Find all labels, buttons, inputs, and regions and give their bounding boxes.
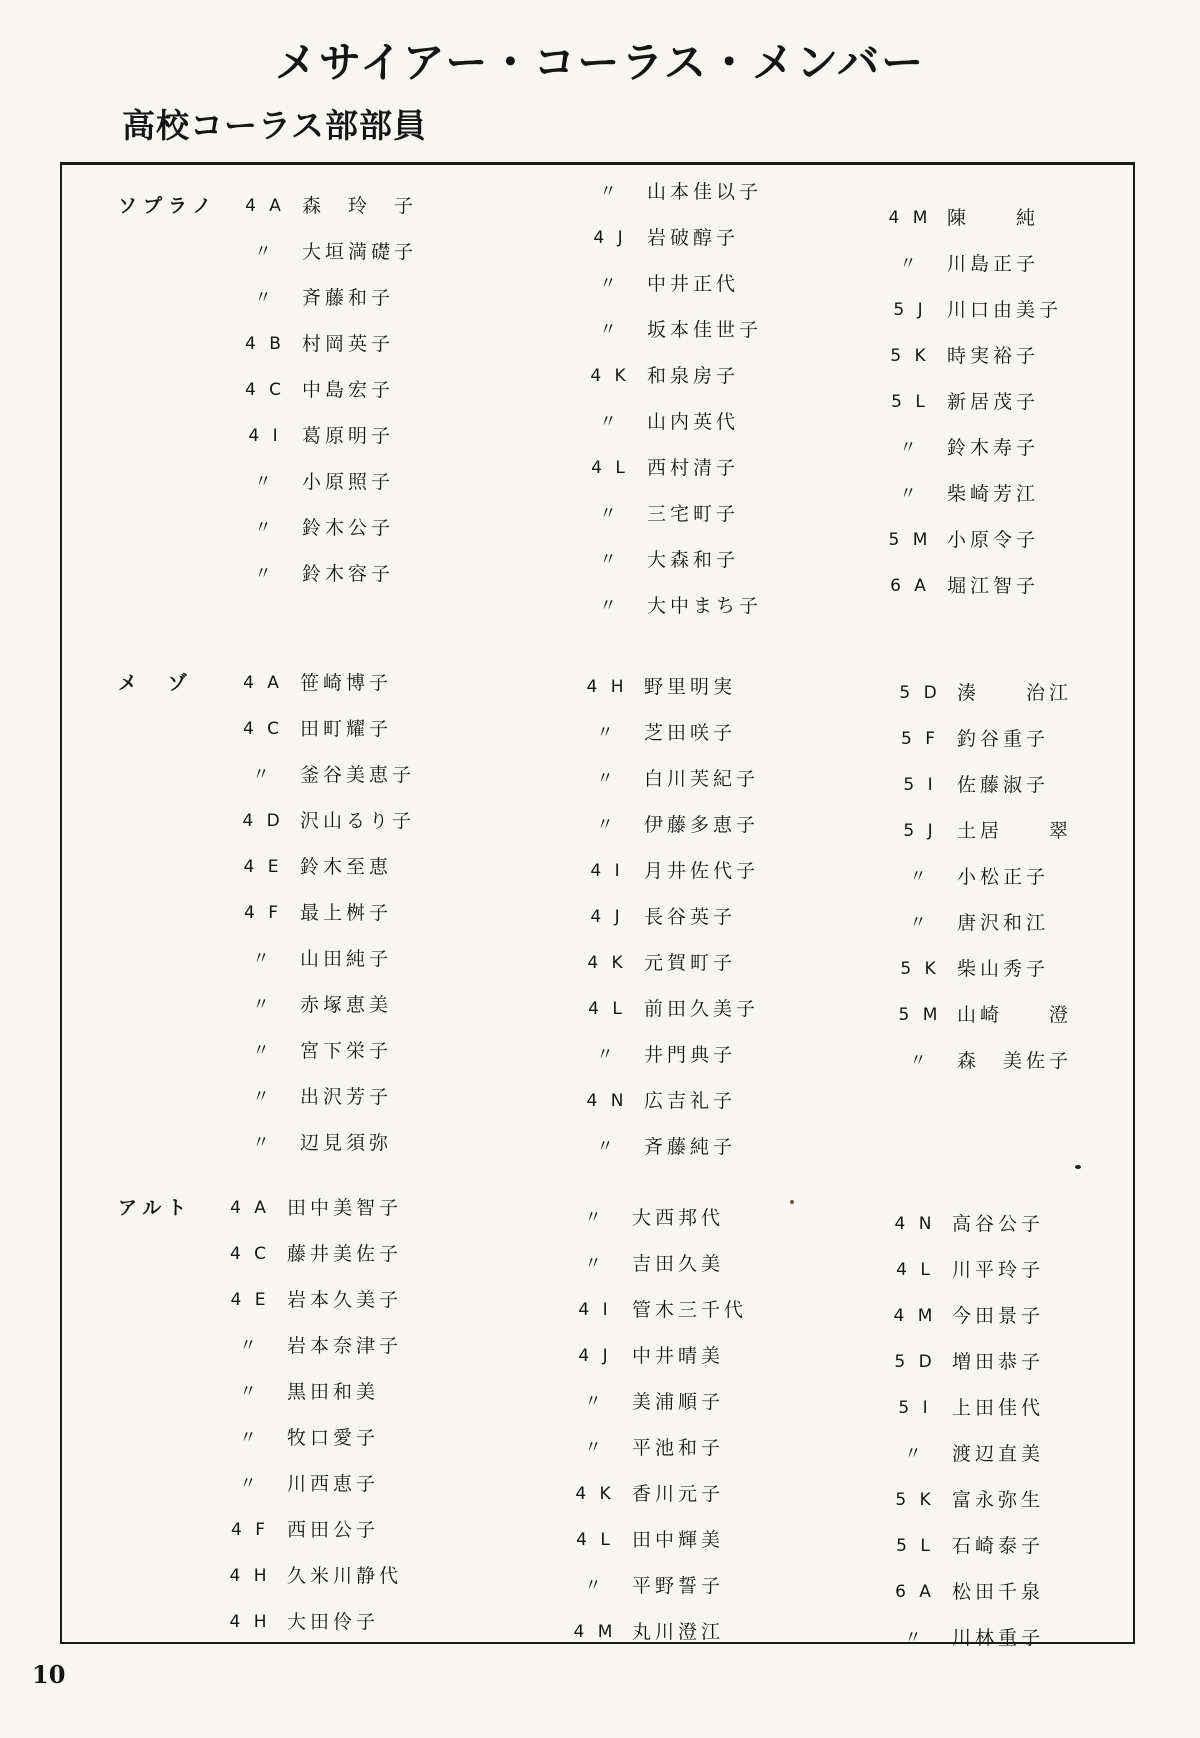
member-name: 藤井美佐子: [287, 1243, 403, 1265]
class-code: 4 H: [229, 1566, 271, 1586]
class-code: 5 K: [895, 1490, 935, 1510]
class-code: 4 N: [894, 1214, 936, 1234]
member-name: 鈴木容子: [302, 563, 395, 585]
class-code: 〃: [584, 1576, 606, 1596]
member-name: 坂本佳世子: [647, 319, 763, 341]
class-code: 4 C: [242, 719, 284, 739]
member-name: 大西邦代: [632, 1207, 725, 1229]
member-name: 中井晴美: [632, 1345, 725, 1367]
class-code: 〃: [252, 949, 274, 969]
class-code: 6 A: [890, 576, 930, 596]
class-code: 4 H: [586, 677, 628, 697]
member-name: 石崎泰子: [952, 1535, 1045, 1557]
class-code: 4 E: [230, 1290, 270, 1310]
class-code: 4 A: [245, 196, 285, 216]
member-name: 宮下栄子: [300, 1040, 393, 1062]
member-name: 辺見須弥: [300, 1132, 393, 1154]
class-code: 〃: [254, 288, 276, 308]
member-name: 元賀町子: [644, 952, 737, 974]
member-name: 西田公子: [287, 1519, 380, 1541]
member-name: 川林重子: [952, 1627, 1045, 1649]
class-code: 4 M: [888, 208, 932, 228]
class-code: 5 D: [899, 683, 941, 703]
member-name: 湊 治江: [957, 682, 1073, 704]
member-name: 香川元子: [632, 1483, 725, 1505]
member-name: 山本佳以子: [647, 181, 763, 203]
class-code: 4 J: [578, 1346, 612, 1366]
member-name: 大田伶子: [287, 1611, 380, 1633]
class-code: 〃: [584, 1208, 606, 1228]
class-code: 4 A: [230, 1198, 270, 1218]
class-code: 〃: [909, 1051, 931, 1071]
member-name: 川口由美子: [947, 299, 1063, 321]
member-name: 大森和子: [647, 549, 740, 571]
member-name: 芝田咲子: [644, 722, 737, 744]
class-code: 4 C: [244, 380, 286, 400]
member-name: 岩本久美子: [287, 1289, 403, 1311]
member-name: 斉藤和子: [302, 287, 395, 309]
class-code: 4 F: [244, 903, 282, 923]
member-name: 川西恵子: [287, 1473, 380, 1495]
member-name: 川平玲子: [952, 1259, 1045, 1281]
class-code: 5 J: [893, 300, 927, 320]
member-name: 西村清子: [647, 457, 740, 479]
class-code: 4 J: [590, 907, 624, 927]
member-name: 赤塚恵美: [300, 994, 393, 1016]
member-name: 村岡英子: [302, 333, 395, 355]
class-code: 〃: [904, 1444, 926, 1464]
class-code: 4 E: [243, 857, 283, 877]
member-name: 伊藤多恵子: [644, 814, 760, 836]
member-name: 平池和子: [632, 1437, 725, 1459]
class-code: 〃: [584, 1254, 606, 1274]
member-name: 今田景子: [952, 1305, 1045, 1327]
class-code: 〃: [252, 765, 274, 785]
member-name: 柴山秀子: [957, 958, 1050, 980]
member-name: 柴崎芳江: [947, 483, 1040, 505]
member-name: 小松正子: [957, 866, 1050, 888]
class-code: 5 D: [894, 1352, 936, 1372]
section-label: アルト: [118, 1197, 193, 1219]
class-code: 5 K: [890, 346, 930, 366]
member-name: 出沢芳子: [300, 1086, 393, 1108]
member-name: 鈴木至恵: [300, 856, 393, 878]
class-code: 5 M: [898, 1005, 942, 1025]
class-code: 〃: [596, 1137, 618, 1157]
member-name: 釜谷美恵子: [300, 764, 416, 786]
member-name: 土居 翠: [957, 820, 1073, 842]
member-name: 小原照子: [302, 471, 395, 493]
class-code: 〃: [239, 1474, 261, 1494]
class-code: 〃: [599, 550, 621, 570]
member-name: 田中美智子: [287, 1197, 403, 1219]
class-code: 〃: [254, 242, 276, 262]
class-code: 〃: [239, 1336, 261, 1356]
member-name: 田町耀子: [300, 718, 393, 740]
member-name: 前田久美子: [644, 998, 760, 1020]
member-name: 森 玲 子: [302, 195, 418, 217]
class-code: 4 A: [243, 673, 283, 693]
member-name: 野里明実: [644, 676, 737, 698]
member-name: 上田佳代: [952, 1397, 1045, 1419]
class-code: 4 I: [578, 1300, 612, 1320]
member-name: 広吉礼子: [644, 1090, 737, 1112]
member-name: 小原令子: [947, 529, 1040, 551]
class-code: 〃: [584, 1438, 606, 1458]
member-name: 笹崎博子: [300, 672, 393, 694]
member-name: 松田千泉: [952, 1581, 1045, 1603]
member-name: 沢山るり子: [300, 810, 416, 832]
member-name: 大中まち子: [647, 595, 763, 617]
member-name: 白川芙紀子: [644, 768, 760, 790]
class-code: 〃: [596, 1045, 618, 1065]
class-code: 5 I: [898, 1398, 932, 1418]
class-code: 4 K: [575, 1484, 615, 1504]
class-code: 〃: [599, 182, 621, 202]
class-code: 4 M: [893, 1306, 937, 1326]
class-code: 5 K: [900, 959, 940, 979]
member-name: 月井佐代子: [644, 860, 760, 882]
class-code: 〃: [599, 274, 621, 294]
class-code: 〃: [909, 913, 931, 933]
member-name: 黒田和美: [287, 1381, 380, 1403]
member-name: 富永弥生: [952, 1489, 1045, 1511]
class-code: 〃: [596, 769, 618, 789]
class-code: 〃: [904, 1628, 926, 1648]
member-name: 大垣満礎子: [302, 241, 418, 263]
member-name: 岩破醇子: [647, 227, 740, 249]
member-name: 管木三千代: [632, 1299, 748, 1321]
class-code: 4 I: [590, 861, 624, 881]
class-code: 4 I: [248, 426, 282, 446]
class-code: 〃: [899, 484, 921, 504]
member-name: 唐沢和江: [957, 912, 1050, 934]
class-code: 6 A: [895, 1582, 935, 1602]
section-label: ソプラノ: [118, 195, 218, 217]
class-code: 〃: [899, 438, 921, 458]
member-name: 佐藤淑子: [957, 774, 1050, 796]
member-name: 中島宏子: [302, 379, 395, 401]
member-name: 平野誓子: [632, 1575, 725, 1597]
member-name: 山田純子: [300, 948, 393, 970]
class-code: 4 L: [576, 1530, 614, 1550]
class-code: 5 I: [903, 775, 937, 795]
class-code: 5 L: [896, 1536, 934, 1556]
page-subtitle: 高校コーラス部部員: [122, 106, 428, 145]
member-name: 三宅町子: [647, 503, 740, 525]
class-code: 4 B: [245, 334, 285, 354]
class-code: 〃: [239, 1428, 261, 1448]
class-code: 〃: [254, 564, 276, 584]
class-code: 〃: [596, 815, 618, 835]
class-code: 〃: [599, 596, 621, 616]
class-code: 〃: [239, 1382, 261, 1402]
class-code: 〃: [252, 1087, 274, 1107]
member-name: 斉藤純子: [644, 1136, 737, 1158]
class-code: 4 J: [593, 228, 627, 248]
class-code: 〃: [909, 867, 931, 887]
section-label: メ ゾ: [118, 672, 194, 694]
paper-speck: [1075, 1165, 1081, 1169]
class-code: 5 J: [903, 821, 937, 841]
class-code: 〃: [252, 1041, 274, 1061]
member-name: 釣谷重子: [957, 728, 1050, 750]
class-code: 5 F: [901, 729, 939, 749]
member-name: 久米川静代: [287, 1565, 403, 1587]
member-name: 美浦順子: [632, 1391, 725, 1413]
member-name: 増田恭子: [952, 1351, 1045, 1373]
class-code: 〃: [254, 518, 276, 538]
member-name: 高谷公子: [952, 1213, 1045, 1235]
page-number: 10: [32, 1660, 66, 1689]
member-name: 山崎 澄: [957, 1004, 1073, 1026]
member-name: 井門典子: [644, 1044, 737, 1066]
class-code: 4 M: [573, 1622, 617, 1642]
member-name: 牧口愛子: [287, 1427, 380, 1449]
class-code: 4 L: [896, 1260, 934, 1280]
class-code: 4 K: [587, 953, 627, 973]
class-code: 5 L: [891, 392, 929, 412]
class-code: 4 H: [229, 1612, 271, 1632]
class-code: 〃: [596, 723, 618, 743]
class-code: 〃: [252, 1133, 274, 1153]
member-name: 岩本奈津子: [287, 1335, 403, 1357]
member-name: 和泉房子: [647, 365, 740, 387]
class-code: 4 N: [586, 1091, 628, 1111]
class-code: 4 F: [231, 1520, 269, 1540]
class-code: 〃: [599, 504, 621, 524]
class-code: 4 D: [242, 811, 284, 831]
page-title: メサイアー・コーラス・メンバー: [274, 38, 926, 87]
class-code: 4 L: [591, 458, 629, 478]
class-code: 〃: [584, 1392, 606, 1412]
member-name: 渡辺直美: [952, 1443, 1045, 1465]
paper-speck: [790, 1200, 794, 1204]
class-code: 〃: [252, 995, 274, 1015]
member-name: 川島正子: [947, 253, 1040, 275]
member-name: 丸川澄江: [632, 1621, 725, 1643]
member-name: 最上桝子: [300, 902, 393, 924]
class-code: 4 K: [590, 366, 630, 386]
class-code: 4 C: [229, 1244, 271, 1264]
member-name: 葛原明子: [302, 425, 395, 447]
member-name: 山内英代: [647, 411, 740, 433]
class-code: 〃: [599, 320, 621, 340]
class-code: 〃: [899, 254, 921, 274]
member-name: 森 美佐子: [957, 1050, 1073, 1072]
member-name: 新居茂子: [947, 391, 1040, 413]
member-name: 時実裕子: [947, 345, 1040, 367]
member-name: 鈴木寿子: [947, 437, 1040, 459]
class-code: 5 M: [888, 530, 932, 550]
class-code: 〃: [254, 472, 276, 492]
member-name: 陳 純: [947, 207, 1040, 229]
member-name: 吉田久美: [632, 1253, 725, 1275]
member-name: 堀江智子: [947, 575, 1040, 597]
member-name: 鈴木公子: [302, 517, 395, 539]
member-name: 中井正代: [647, 273, 740, 295]
class-code: 〃: [599, 412, 621, 432]
member-name: 田中輝美: [632, 1529, 725, 1551]
class-code: 4 L: [588, 999, 626, 1019]
member-name: 長谷英子: [644, 906, 737, 928]
